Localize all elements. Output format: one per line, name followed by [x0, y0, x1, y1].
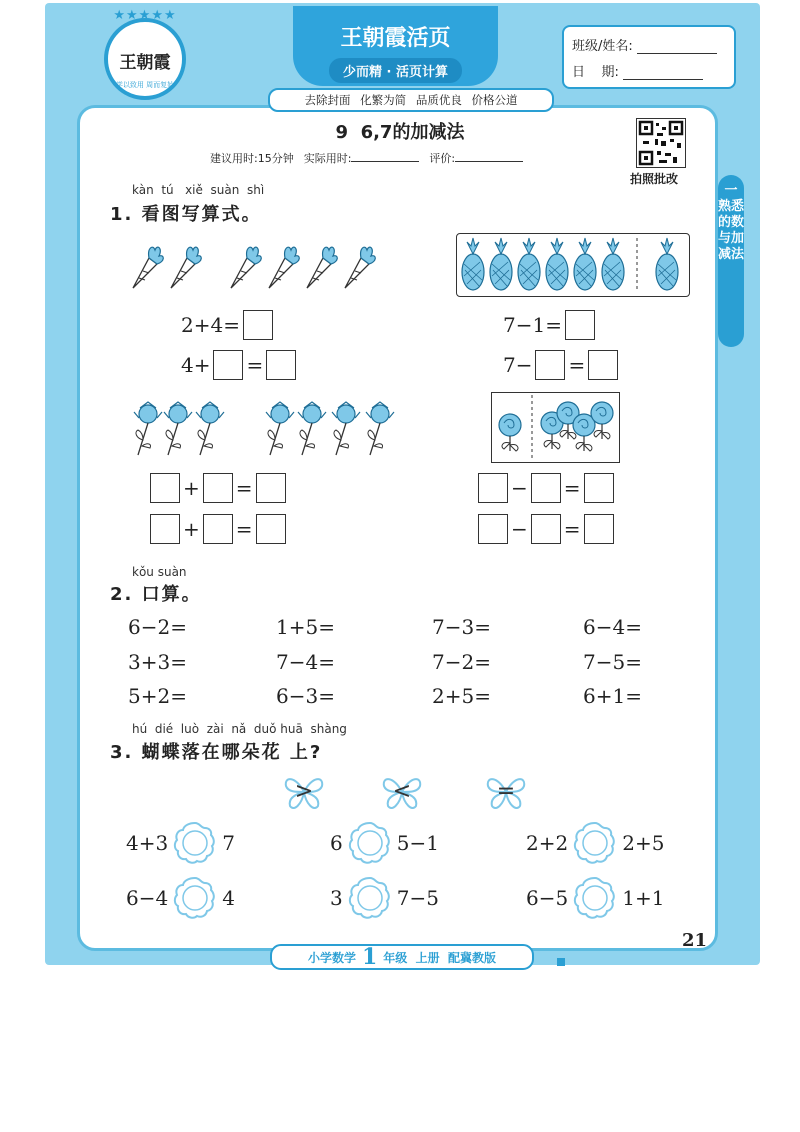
equation-text: 7−1= — [503, 313, 562, 337]
compare-left: 6 — [330, 831, 343, 855]
rating-label: 评价: — [429, 152, 456, 165]
carrot-icon — [231, 247, 261, 288]
equals-sign: = — [568, 353, 586, 377]
rose-picture — [492, 393, 619, 462]
oral-problem[interactable]: 6−4= — [583, 615, 642, 639]
answer-box[interactable] — [584, 514, 614, 544]
slogan-bar: 去除封面 化繁为简 品质优良 价格公道 — [268, 88, 554, 112]
equation-text: 4+ — [181, 353, 211, 377]
compare-right: 2+5 — [622, 831, 665, 855]
compare-left: 6−5 — [526, 886, 569, 910]
oral-problem[interactable]: 3+3= — [128, 650, 187, 674]
compare-left: 6−4 — [126, 886, 169, 910]
equation-b1 — [500, 310, 595, 340]
corner-mark — [557, 958, 565, 966]
section1-pinyin: kàn tú xiě suàn shì — [132, 183, 265, 197]
section2-title: 2. 口算。 — [110, 584, 202, 605]
butterfly-greater[interactable] — [282, 772, 326, 812]
section3-title: 3. 蝴蝶落在哪朵花 上? — [110, 742, 323, 763]
pineapple-picture — [457, 234, 689, 296]
equals-sign: = — [235, 517, 253, 541]
unit-side-tab: 一 熟悉的数与加减法 — [718, 175, 744, 347]
oral-problem[interactable]: 6−2= — [128, 615, 187, 639]
pineapple-icon — [574, 238, 596, 290]
section3-pinyin: hú dié luò zài nǎ duǒ huā shàng — [132, 722, 347, 736]
flower-icon — [196, 402, 224, 455]
equation-text: 7− — [503, 353, 533, 377]
flower-answer-icon[interactable] — [172, 820, 218, 866]
carrot-icon — [133, 247, 163, 288]
section1-title: 1. 看图写算式。 — [110, 204, 262, 225]
compare-right: 5−1 — [396, 831, 439, 855]
pineapple-frame — [456, 233, 690, 297]
class-name-blank[interactable] — [637, 41, 717, 54]
compare-item — [330, 875, 439, 921]
equals-sign: = — [563, 517, 581, 541]
oral-problem[interactable]: 6+1= — [583, 684, 642, 708]
answer-box[interactable] — [478, 514, 508, 544]
oral-problem[interactable]: 1+5= — [276, 615, 335, 639]
compare-item — [126, 820, 235, 866]
answer-box[interactable] — [203, 473, 233, 503]
flower-icon — [332, 402, 360, 455]
answer-box[interactable] — [243, 310, 273, 340]
flower-icon — [134, 402, 162, 455]
actual-time — [304, 150, 420, 166]
class-name-label: 班级/姓名: — [572, 39, 633, 54]
flower-answer-icon[interactable] — [572, 820, 618, 866]
footer-bar — [270, 944, 534, 970]
rating-blank[interactable] — [455, 161, 523, 162]
flower-picture — [128, 400, 418, 460]
equation-c1 — [150, 473, 286, 503]
carrot-picture — [125, 242, 385, 294]
oral-problem[interactable]: 7−5= — [583, 650, 642, 674]
compare-item — [126, 875, 235, 921]
pineapple-icon — [518, 238, 540, 290]
compare-right: 4 — [222, 886, 235, 910]
answer-box[interactable] — [535, 350, 565, 380]
footer-subject: 小学数学 — [307, 950, 356, 965]
rating — [429, 150, 523, 166]
footer-grade-text: 年级 上册 配冀教版 — [383, 950, 497, 965]
flower-icon — [164, 402, 192, 455]
equation-a2 — [178, 350, 296, 380]
pineapple-icon — [546, 238, 568, 290]
flower-icon — [298, 402, 326, 455]
star-icon: ★★★★★ — [113, 8, 177, 23]
answer-box[interactable] — [588, 350, 618, 380]
compare-right: 1+1 — [622, 886, 665, 910]
minus-sign: − — [511, 517, 528, 541]
greater-than-symbol: > — [294, 779, 314, 804]
flower-answer-icon[interactable] — [172, 875, 218, 921]
carrot-icon — [171, 247, 201, 288]
plus-sign: + — [183, 476, 200, 500]
date-row[interactable] — [572, 61, 703, 80]
carrot-icon — [345, 247, 375, 288]
flower-icon — [366, 402, 394, 455]
answer-box[interactable] — [213, 350, 243, 380]
oral-problem[interactable]: 6−3= — [276, 684, 335, 708]
rose-frame — [491, 392, 620, 463]
brand-title: 王朝霞活页 — [340, 25, 451, 51]
equals-sign: = — [235, 476, 253, 500]
answer-box[interactable] — [150, 473, 180, 503]
equals-sign: = — [246, 353, 264, 377]
carrot-icon — [269, 247, 299, 288]
date-label: 日 期: — [572, 65, 619, 80]
logo-motto: 学以致用 周而复始 — [115, 81, 175, 89]
student-info-box — [562, 25, 736, 89]
pineapple-icon — [490, 238, 512, 290]
oral-problem[interactable]: 7−3= — [432, 615, 491, 639]
oral-problem[interactable]: 7−2= — [432, 650, 491, 674]
brand-logo-badge — [104, 8, 186, 100]
timing-line — [210, 150, 523, 166]
rose-icon — [499, 414, 521, 451]
answer-box[interactable] — [584, 473, 614, 503]
compare-left: 2+2 — [526, 831, 569, 855]
answer-box[interactable] — [203, 514, 233, 544]
plus-sign: + — [183, 517, 200, 541]
rose-icon — [591, 402, 613, 439]
answer-box[interactable] — [478, 473, 508, 503]
compare-item — [526, 875, 664, 921]
class-name-row[interactable] — [572, 35, 717, 54]
brand-subtitle: 少而精 · 活页计算 — [329, 58, 462, 83]
oral-problem[interactable]: 7−4= — [276, 650, 335, 674]
compare-left: 3 — [330, 886, 343, 910]
less-than-symbol: < — [392, 779, 412, 804]
actual-time-blank[interactable] — [351, 161, 419, 162]
brand-banner — [293, 6, 498, 86]
compare-left: 4+3 — [126, 831, 169, 855]
section2-pinyin: kǒu suàn — [132, 565, 187, 579]
equation-d2 — [478, 514, 614, 544]
flower-answer-icon[interactable] — [347, 820, 393, 866]
flower-answer-icon[interactable] — [572, 875, 618, 921]
qr-code-icon[interactable] — [636, 118, 686, 168]
answer-box[interactable] — [256, 514, 286, 544]
answer-box[interactable] — [150, 514, 180, 544]
flower-icon — [266, 402, 294, 455]
compare-right: 7−5 — [396, 886, 439, 910]
pineapple-icon — [462, 238, 484, 290]
answer-box[interactable] — [531, 514, 561, 544]
flower-answer-icon[interactable] — [347, 875, 393, 921]
equals-sign: = — [563, 476, 581, 500]
answer-box[interactable] — [531, 473, 561, 503]
pineapple-icon — [656, 238, 678, 290]
equation-b2 — [500, 350, 618, 380]
equation-a1 — [178, 310, 273, 340]
equation-text: 2+4= — [181, 313, 240, 337]
compare-item — [526, 820, 664, 866]
footer-grade-number: 1 — [361, 944, 378, 970]
butterfly-less[interactable] — [380, 772, 424, 812]
oral-problem[interactable]: 2+5= — [432, 684, 491, 708]
date-blank[interactable] — [623, 67, 703, 80]
carrot-icon — [307, 247, 337, 288]
logo-text: 王朝霞 — [119, 53, 171, 73]
minus-sign: − — [511, 476, 528, 500]
answer-box[interactable] — [565, 310, 595, 340]
rose-icon — [573, 414, 595, 451]
actual-time-label: 实际用时: — [303, 152, 352, 165]
compare-item — [330, 820, 439, 866]
equals-symbol: = — [496, 779, 516, 804]
butterfly-equal[interactable] — [484, 772, 528, 812]
compare-right: 7 — [222, 831, 235, 855]
answer-box[interactable] — [266, 350, 296, 380]
suggested-time: 建议用时:15分钟 — [210, 152, 294, 165]
equation-c2 — [150, 514, 286, 544]
equation-d1 — [478, 473, 614, 503]
oral-problem[interactable]: 5+2= — [128, 684, 187, 708]
pineapple-icon — [602, 238, 624, 290]
lesson-title: 9 6,7的加减法 — [335, 122, 465, 143]
page-number: 21 — [682, 930, 708, 951]
answer-box[interactable] — [256, 473, 286, 503]
qr-label: 拍照批改 — [630, 172, 679, 186]
